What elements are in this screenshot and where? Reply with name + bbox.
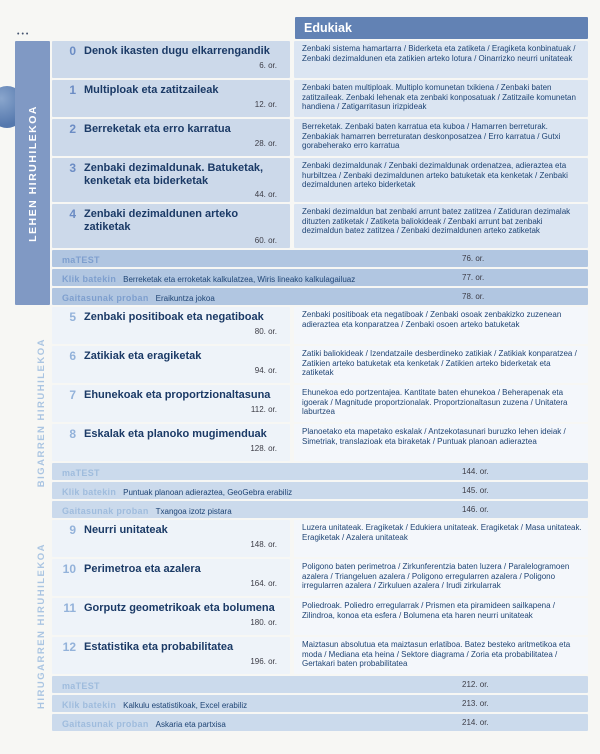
unit-number: 1 [69,83,76,97]
unit-number: 7 [69,388,76,402]
unit-row-6 [52,346,588,383]
klik-batekin-desc: Kalkulu estatistikoak, Excel erabiliz [123,701,248,710]
gaitasunak-proban-page: 214. or. [462,718,489,727]
klik-batekin-page: 145. or. [462,486,489,495]
gaitasunak-proban-row [52,501,588,518]
unit-number: 8 [69,427,76,441]
klik-batekin-desc: Berreketak eta erroketak kalkulatzea, Wiris lineako kalkulagailuaz [123,275,356,284]
unit-title: Berreketak eta erro karratua [84,123,231,135]
klik-batekin-label: Klik batekin [62,274,117,284]
unit-number: 6 [69,349,76,363]
unit-row-1 [52,80,588,117]
unit-page: 148. or. [250,539,277,549]
unit-row-11 [52,598,588,635]
gaitasunak-proban-page: 146. or. [462,505,489,514]
unit-title: Neurri unitateak [84,524,168,536]
unit-title: Ehunekoak eta proportzionaltasuna [84,389,271,401]
unit-contents: Zenbaki positiboak eta negatiboak / Zenbaki osoak zenbakizko zuzenean adieraztea eta konparatzea / Zenbaki osoen arteko batuketak [294,307,588,344]
klik-batekin-label: Klik batekin [62,487,117,497]
unit-contents: Luzera unitateak. Eragiketak / Edukiera unitateak. Eragiketak / Masa unitateak. Eragiketak / Azalera unitateak [294,520,588,557]
trimester-2-sidebar [0,307,52,520]
unit-row-5 [52,307,588,344]
unit-page: 128. or. [250,443,277,453]
klik-batekin-page: 77. or. [462,273,485,282]
contents-header: Edukiak [295,17,588,39]
unit-contents: Berreketak. Zenbaki baten karratua eta kuboa / Hamarren berreturak. Zenbakiak hamarren berreturatan deskonposatzea / Erro karratua / Gutxi gorabeherako erro karratua [294,119,588,156]
unit-contents: Poliedroak. Poliedro erregularrak / Prismen eta piramideen sailkapena / Zilindroa, konoa eta esfera / Bolumena eta haren neurri unitateak [294,598,588,635]
unit-row-3 [52,158,588,202]
gaitasunak-proban-desc: Txangoa izotz pistara [155,507,232,516]
unit-number: 5 [69,310,76,324]
unit-page: 94. or. [254,365,277,375]
unit-title: Zatikiak eta eragiketak [84,350,202,362]
unit-page: 112. or. [250,404,277,414]
unit-page: 80. or. [254,326,277,336]
unit-page: 180. or. [250,617,277,627]
unit-page: 196. or. [250,656,277,666]
trimester-3-label: HIRUGARREN HIRUHILEKOA [35,542,47,709]
unit-number: 11 [63,601,76,615]
dots-decoration: ••• [17,31,31,38]
unit-number: 2 [69,122,76,136]
unit-title: Multiploak eta zatitzaileak [84,84,219,96]
unit-row-4 [52,204,588,248]
gaitasunak-proban-row [52,288,588,305]
unit-contents: Ehunekoa edo portzentajea. Kantitate baten ehunekoa / Beherapenak eta igoerak / Magnitude proportzionalak. Proportzionaltasun zuzena / Unitatera laburtzea [294,385,588,422]
unit-title: Zenbaki dezimaldunak. Batuketak, kenketak eta biderketak [84,162,264,187]
trimester-3-section [0,520,600,733]
unit-page: 28. or. [254,138,277,148]
matest-page: 76. or. [462,254,485,263]
unit-contents: Zenbaki baten multiploak. Multiplo komunetan txikiena / Zenbaki baten zatitzaileak. Zenbaki lehenak eta zenbaki konposatuak / Zatitzaile komunetan handiena / Zatigarritasun irizpideak [294,80,588,117]
unit-contents: Planoetako eta mapetako eskalak / Antzekotasunari buruzko lehen ideiak / Simetriak, translazioak eta biraketak / Puntuak planoan adieraztea [294,424,588,461]
trimester-1-section [0,41,600,307]
gaitasunak-proban-desc: Askaria eta partxisa [155,720,226,729]
unit-page: 44. or. [254,190,277,199]
unit-title: Estatistika eta probabilitatea [84,641,234,653]
unit-row-2 [52,119,588,156]
gaitasunak-proban-label: Gaitasunak proban [62,506,149,516]
matest-row [52,250,588,267]
matest-label: maTEST [62,255,100,265]
unit-row-10 [52,559,588,596]
matest-row [52,463,588,480]
unit-row-12 [52,637,588,674]
matest-label: maTEST [62,468,100,478]
trimester-2-section [0,307,600,520]
unit-title: Eskalak eta planoko mugimenduak [84,428,267,440]
unit-title: Gorputz geometrikoak eta bolumena [84,602,275,614]
unit-contents: Zenbaki dezimaldun bat zenbaki arrunt batez zatitzea / Zatiduran dezimalak dituzten zatiketak / Zatiketa baliokideak / Zenbaki arrunt bat zenbaki dezimaldun batez zatitzea / Zenbaki dezimaldunen arteko zatiketak [294,204,588,248]
trimester-2-label: BIGARREN HIRUHILEKOA [35,337,47,488]
unit-title: Zenbaki positiboak eta negatiboak [84,311,264,323]
unit-number: 0 [69,44,76,58]
trimester-1-sidebar [0,41,52,307]
unit-number: 3 [69,161,76,175]
unit-title: Perimetroa eta azalera [84,563,201,575]
klik-batekin-row [52,269,588,286]
gaitasunak-proban-page: 78. or. [462,292,485,301]
klik-batekin-page: 213. or. [462,699,489,708]
matest-label: maTEST [62,681,100,691]
matest-page: 144. or. [462,467,489,476]
matest-row [52,676,588,693]
unit-page: 6. or. [259,60,277,70]
gaitasunak-proban-label: Gaitasunak proban [62,293,149,303]
unit-number: 9 [69,523,76,537]
unit-contents: Zenbaki sistema hamartarra / Biderketa eta zatiketa / Eragiketa konbinatuak / Zenbaki dezimaldunen eta zatikien arteko lotura / Oinarrizko neurri unitateak [294,41,588,78]
unit-contents: Zatiki baliokideak / Izendatzaile desberdineko zatikiak / Zatikiak konparatzea / Zatikien arteko batuketak eta kenketak / Zatikien arteko biderketak eta zatiketak [294,346,588,383]
gaitasunak-proban-label: Gaitasunak proban [62,719,149,729]
unit-number: 4 [69,207,76,221]
unit-page: 164. or. [250,578,277,588]
matest-page: 212. or. [462,680,489,689]
trimester-3-sidebar [0,520,52,733]
unit-row-8 [52,424,588,461]
unit-page: 60. or. [254,236,277,245]
unit-contents: Maiztasun absolutua eta maiztasun erlatiboa. Batez besteko aritmetikoa eta moda / Mediana eta heina / Sektore diagrama / Zoria eta probabilitatea / Gertakari baten probabilitatea [294,637,588,674]
klik-batekin-row [52,695,588,712]
klik-batekin-label: Klik batekin [62,700,117,710]
unit-title: Denok ikasten dugu elkarrengandik [84,45,270,57]
klik-batekin-desc: Puntuak planoan adieraztea, GeoGebra erabiliz [123,488,293,497]
gaitasunak-proban-desc: Eraikuntza jokoa [155,294,215,303]
unit-row-0 [52,41,588,78]
unit-title: Zenbaki dezimaldunen arteko zatiketak [84,208,239,233]
unit-page: 12. or. [254,99,277,109]
klik-batekin-row [52,482,588,499]
trimester-1-band [15,41,50,305]
unit-contents: Zenbaki dezimaldunak / Zenbaki dezimaldunak ordenatzea, adieraztea eta hurbiltzea / Zenbaki dezimaldunen arteko batuketak eta kenketak / Zenbaki dezimaldunen arteko biderketak [294,158,588,202]
trimester-1-label: LEHEN HIRUHILEKOA [26,104,39,242]
unit-row-7 [52,385,588,422]
unit-contents: Poligono baten perimetroa / Zirkunferentzia baten luzera / Paralelogramoen azalera / Triangeluen azalera / Poligono erregularren azalera / Poligono irregularren azalera / Zirkuluen azalera / Irudi zirkularrak [294,559,588,596]
unit-number: 12 [62,640,76,654]
unit-number: 10 [62,562,76,576]
gaitasunak-proban-row [52,714,588,731]
unit-row-9 [52,520,588,557]
